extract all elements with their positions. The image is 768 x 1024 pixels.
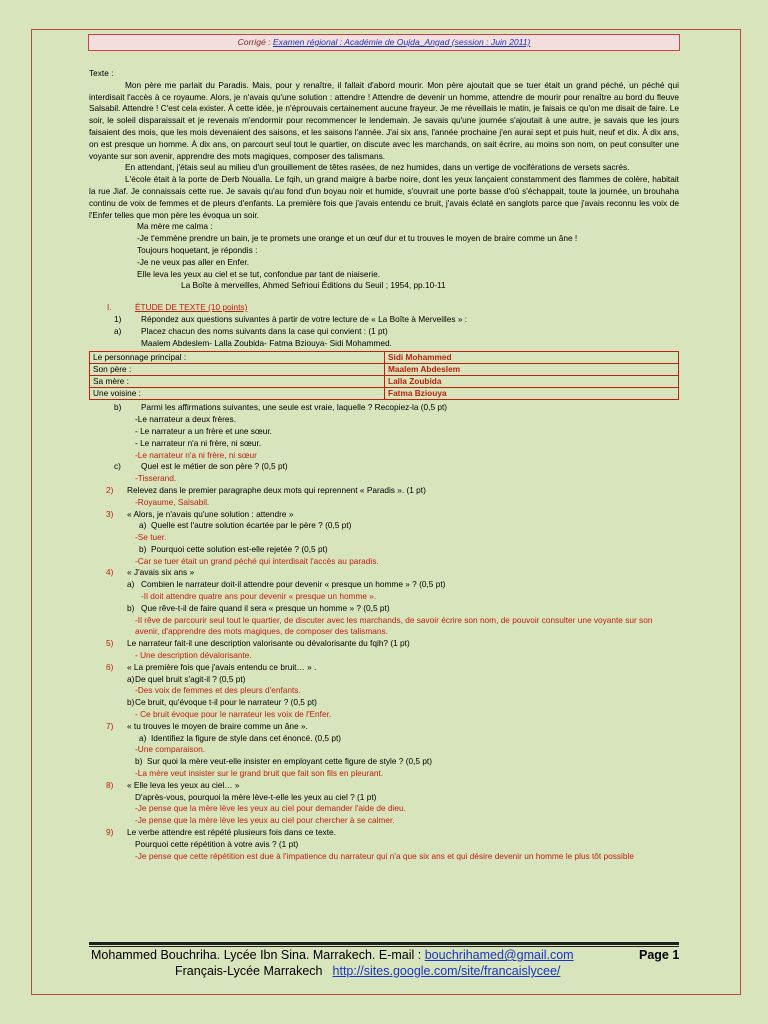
table-row <box>90 388 679 400</box>
question-1a: a) Placez chacun des noms suivants dans la case qui convient : (1 pt) <box>114 325 388 336</box>
answer: -Il rêve de parcourir seul tout le quartier, de discuter avec les marchands, de savoir écrire son nom, de pouvoir consulter une voyante sur son avenir, d'apprendre des mots magiques, de composer des talismans. <box>135 614 653 637</box>
question-7a: a) Identifiez la figure de style dans cet énoncé. (0,5 pt) <box>139 732 342 743</box>
question-2: 2) Relevez dans le premier paragraphe deux mots qui reprennent « Paradis ». (1 pt) <box>106 484 426 495</box>
question-1c: c) Quel est le métier de son père ? (0,5 pt) <box>114 461 288 472</box>
answer: -Je pense que la mère lève les yeux au ciel pour chercher à se calmer. <box>135 815 395 826</box>
question-6a: a)De quel bruit s'agit-il ? (0,5 pt) <box>127 673 246 684</box>
characters-table <box>89 351 679 400</box>
table-row <box>90 352 679 364</box>
footer-author <box>91 948 574 962</box>
footer-divider <box>89 942 679 945</box>
page-number: Page 1 <box>639 948 680 962</box>
question-3a: a) Quelle est l'autre solution écartée par le père ? (0,5 pt) <box>139 520 352 531</box>
main-content <box>89 68 679 862</box>
section-number: I. <box>107 302 112 313</box>
header-prefix: Corrigé : <box>237 37 273 47</box>
texte-paragraph-2: En attendant, j'étais seul au milieu d'un grouillement de têtes rasées, de nez humides, dans un vertige de vociférations de versets sacrés. <box>125 162 630 173</box>
table-cell-value: Lalla Zoubida <box>385 376 679 388</box>
question-9: 9) Le verbe attendre est répété plusieurs fois dans ce texte. <box>106 827 336 838</box>
footer-divider-thin <box>89 946 679 947</box>
footer-site-link[interactable]: http://sites.google.com/site/francaislycee/ <box>332 964 561 978</box>
question-3b: b) Pourquoi cette solution est-elle rejetée ? (0,5 pt) <box>139 543 328 554</box>
texte-label: Texte : <box>89 68 114 78</box>
question-5: 5) Le narrateur fait-il une description valorisante ou dévalorisante du fqih? (1 pt) <box>106 638 410 649</box>
texte-line: Ma mère me calma : <box>137 221 213 232</box>
section-title-text: ÉTUDE DE TEXTE (10 points) <box>135 302 248 313</box>
question-6b: b)Ce bruit, qu'évoque t-il pour le narrateur ? (0,5 pt) <box>127 697 317 708</box>
table-cell-value: Fatma Bziouya <box>385 388 679 400</box>
texte-line: -Je ne veux pas aller en Enfer. <box>137 256 250 267</box>
question-4a: a) Combien le narrateur doit-il attendre pour devenir « presque un homme » ? (0,5 pt) <box>127 579 446 590</box>
question-4b: b) Que rêve-t-il de faire quand il sera « presque un homme » ? (0,5 pt) <box>127 602 390 613</box>
table-cell-key: Sa mère : <box>90 376 385 388</box>
question-1: 1) Répondez aux questions suivantes à partir de votre lecture de « La Boîte à Merveilles » : <box>114 313 468 324</box>
texte-source: La Boîte à merveilles, Ahmed Sefrioui Éditions du Seuil ; 1954, pp.10-11 <box>181 280 446 291</box>
option: - Le narrateur n'a ni frère, ni sœur. <box>135 437 262 448</box>
question-1b: b) Parmi les affirmations suivantes, une seule est vraie, laquelle ? Recopiez-la (0,5 pt) <box>114 402 448 413</box>
option: - Le narrateur a un frère et une sœur. <box>135 425 272 436</box>
table-row <box>90 376 679 388</box>
footer-email-link[interactable]: bouchrihamed@gmail.com <box>424 948 574 962</box>
answer: - Une description dévalorisante. <box>135 650 252 661</box>
answer: -Il doit attendre quatre ans pour devenir « presque un homme ». <box>141 591 377 602</box>
question-9-sub: Pourquoi cette répétition à votre avis ? (1 pt) <box>135 838 299 849</box>
question-7b: b) Sur quoi la mère veut-elle insister en employant cette figure de style ? (0,5 pt) <box>135 756 433 767</box>
table-cell-key: Une voisine : <box>90 388 385 400</box>
answer: -Se tuer. <box>135 532 167 543</box>
texte-line: -Je t'emmène prendre un bain, je te promets une orange et un œuf dur et tu trouves le moyen de braire comme un âne ! <box>137 233 578 244</box>
question-6: 6) « La première fois que j'avais entendu ce bruit… » . <box>106 661 317 672</box>
option: -Le narrateur a deux frères. <box>135 414 236 425</box>
answer: -Je pense que la mère lève les yeux au ciel pour demander l'aide de dieu. <box>135 803 406 814</box>
answer: - Ce bruit évoque pour le narrateur les voix de l'Enfer. <box>135 709 332 720</box>
table-cell-key: Le personnage principal : <box>90 352 385 364</box>
question-7: 7) « tu trouves le moyen de braire comme un âne ». <box>106 720 308 731</box>
answer: -Des voix de femmes et des pleurs d'enfants. <box>135 685 301 696</box>
table-row <box>90 364 679 376</box>
table-cell-value: Maalem Abdeslem <box>385 364 679 376</box>
answer: -Le narrateur n'a ni frère, ni sœur <box>135 449 257 460</box>
answer: -La mère veut insister sur le grand bruit que fait son fils en pleurant. <box>135 768 384 779</box>
question-8-sub: D'après-vous, pourquoi la mère lève-t-elle les yeux au ciel ? (1 pt) <box>135 791 377 802</box>
answer: -Car se tuer était un grand péché qui interdisait l'accès au paradis. <box>135 555 379 566</box>
answer: -Une comparaison. <box>135 744 206 755</box>
answer: -Tisserand. <box>135 473 177 484</box>
header-exam-link[interactable]: Examen régional : Académie de Oujda_Angad (session : Juin 2011) <box>272 37 531 47</box>
answer: -Royaume, Salsabil. <box>135 496 210 507</box>
texte-paragraph-1: Mon père me parlait du Paradis. Mais, pour y renaître, il fallait d'abord mourir. Mon père ajoutait que se tuer était un grand péché, un péché qui interdisait l'accès à ce royaume. Alors, je n'avais qu'une solution : attendre ! Attendre de devenir un homme, attendre de mourir pour renaître au bord du fleuve Salsabil. Attendre ! C'est cela exister. À cette idée, je n'éprouvais certainement aucune frayeur. Je me réveillais le matin, je faisais ce qu'on me disait de faire. Le soir, le soleil disparaissait et je revenais m'endormir pour recommencer le lendemain. Je savais qu'une journée s'ajoutait à une autre, je savais que les jours faisaient des mois, que les mois devenaient des saisons, et les saisons l'année. J'ai six ans, l'année prochaine j'en aurai sept et puis huit, neuf et dix. À dix ans, on est presque un homme. À dix ans, on parcourt seul tout le quartier, on discute avec les marchands, on sait écrire, au moins son nom, on peut consulter une voyante sur son avenir, apprendre des mots magiques, composer des talismans. <box>89 79 679 161</box>
table-cell-value: Sidi Mohammed <box>385 352 679 364</box>
header-banner <box>88 34 680 51</box>
table-cell-key: Son père : <box>90 364 385 376</box>
question-4: 4) « J'avais six ans » <box>106 567 195 578</box>
footer-site-label: Français-Lycée Marrakech <box>175 964 323 978</box>
answer: -Je pense que cette répétition est due à l'impatience du narrateur qui n'a que six ans et qui désire devenir un homme le plus tôt possible <box>135 850 634 861</box>
names-list: Maalem Abdeslem- Lalla Zoubida- Fatma Bziouya- Sidi Mohammed. <box>141 337 392 348</box>
question-3: 3) « Alors, je n'avais qu'une solution : attendre » <box>106 508 294 519</box>
texte-line: Elle leva les yeux au ciel et se tut, confondue par tant de niaiserie. <box>137 268 381 279</box>
texte-line: Toujours hoquetant, je répondis : <box>137 244 258 255</box>
question-8: 8) « Elle leva les yeux au ciel… » <box>106 779 240 790</box>
texte-paragraph-3: L'école était à la porte de Derb Noualla. Le fqih, un grand maigre à barbe noire, dont les yeux lançaient constamment des flammes de colère, habitait la rue Jiaf. Je connaissais cette rue. Je savais qu'au fond d'un boyau noir et humide, s'ouvrait une porte basse d'où s'échappait, toute la journée, un brouhaha continu de voix de femmes et de pleurs d'enfants. La première fois que j'avais entendu ce bruit, j'avais éclaté en sanglots parce que j'avais reconnu les voix de l'Enfer telles que mon père les évoqua un soir. <box>89 174 679 220</box>
footer-author-text: Mohammed Bouchriha. Lycée Ibn Sina. Marrakech. E-mail : <box>91 948 425 962</box>
footer-site <box>175 964 560 978</box>
section-title <box>89 302 679 314</box>
